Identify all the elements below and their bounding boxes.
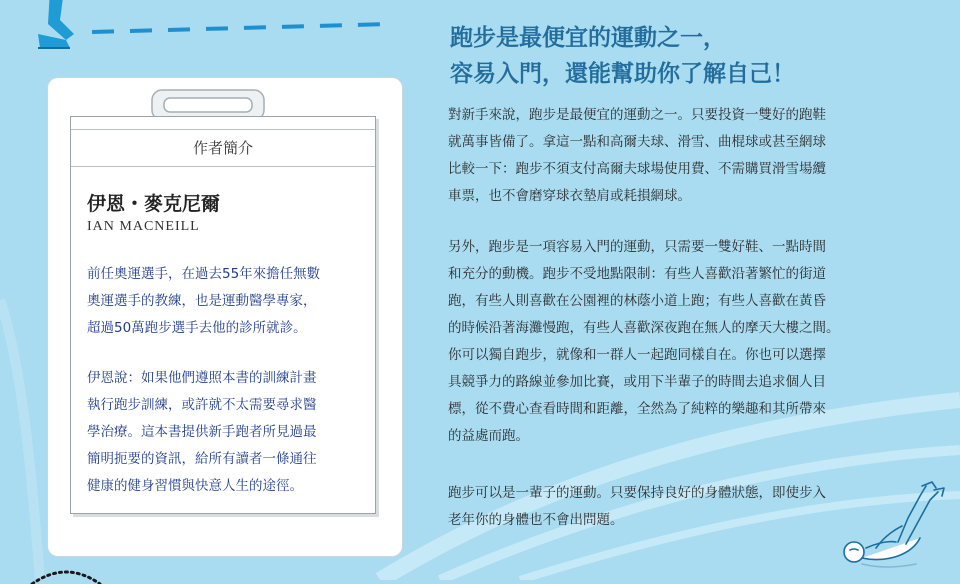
headline-line: 跑步是最便宜的運動之一， xyxy=(450,25,726,51)
paragraph-line: 的益處而跑。 xyxy=(448,428,529,444)
bio-line: 伊恩說：如果他們遵照本書的訓練計畫 xyxy=(87,370,317,386)
dotted-arc-decoration xyxy=(26,564,106,584)
paragraph-line: 跑，有些人則喜歡在公園裡的林蔭小道上跑；有些人喜歡在黃昏 xyxy=(448,293,826,309)
bio-line: 超過50萬跑步選手去他的診所就診。 xyxy=(87,320,307,336)
paragraph-line: 跑步可以是一輩子的運動。只要保持良好的身體狀態，即使步入 xyxy=(448,485,826,501)
author-bio-paragraph-1 xyxy=(87,261,367,342)
article-paragraph-1 xyxy=(448,102,908,210)
author-name: 伊恩・麥克尼爾 xyxy=(87,193,221,215)
author-note xyxy=(70,116,376,514)
paragraph-line: 具競爭力的路線並參加比賽，或用下半輩子的時間去追求個人目 xyxy=(448,374,826,390)
paragraph-line: 對新手來說，跑步是最便宜的運動之一。只要投資一雙好的跑鞋 xyxy=(448,107,826,123)
paragraph-line: 比較一下：跑步不須支付高爾夫球場使用費、不需購買滑雪場纜 xyxy=(448,161,826,177)
paragraph-line: 另外，跑步是一項容易入門的運動，只需要一雙好鞋、一點時間 xyxy=(448,239,826,255)
paragraph-line: 標，從不費心查看時間和距離，全然為了純粹的樂趣和其所帶來 xyxy=(448,401,826,417)
paragraph-line: 你可以獨自跑步，就像和一群人一起跑同樣自在。你也可以選擇 xyxy=(448,347,826,363)
author-name-english: IAN MACNEILL xyxy=(87,219,200,234)
article-headline xyxy=(450,20,795,92)
paragraph-line: 和充分的動機。跑步不受地點限制：有些人喜歡沿著繁忙的街道 xyxy=(448,266,826,282)
bio-line: 前任奧運選手，在過去55年來擔任無數 xyxy=(87,266,321,282)
paragraph-line: 車票，也不會磨穿球衣墊肩或耗損網球。 xyxy=(448,188,691,204)
headline-line: 容易入門，還能幫助你了解自己！ xyxy=(450,61,795,87)
stretching-figure-illustration xyxy=(836,478,946,574)
runner-leg-illustration xyxy=(30,0,100,60)
article-paragraph-2 xyxy=(448,234,908,450)
bio-line: 學治療。這本書提供新手跑者所見過最 xyxy=(87,424,317,440)
dashed-line-decoration xyxy=(92,22,392,38)
bio-line: 健康的健身習慣與快意人生的途徑。 xyxy=(87,478,303,494)
note-header xyxy=(71,129,375,167)
author-bio-paragraph-2 xyxy=(87,365,367,500)
bio-line: 執行跑步訓練，或許就不太需要尋求醫 xyxy=(87,397,317,413)
author-intro-title: 作者簡介 xyxy=(192,139,253,157)
bio-line: 奧運選手的教練，也是運動醫學專家， xyxy=(87,293,317,309)
paragraph-line: 就萬事皆備了。拿這一點和高爾夫球、滑雪、曲棍球或甚至網球 xyxy=(448,134,826,150)
bio-line: 簡明扼要的資訊，給所有讀者一條通往 xyxy=(87,451,317,467)
paragraph-line: 老年你的身體也不會出問題。 xyxy=(448,512,624,528)
paragraph-line: 的時候沿著海灘慢跑，有些人喜歡深夜跑在無人的摩天大樓之間。 xyxy=(448,320,840,336)
